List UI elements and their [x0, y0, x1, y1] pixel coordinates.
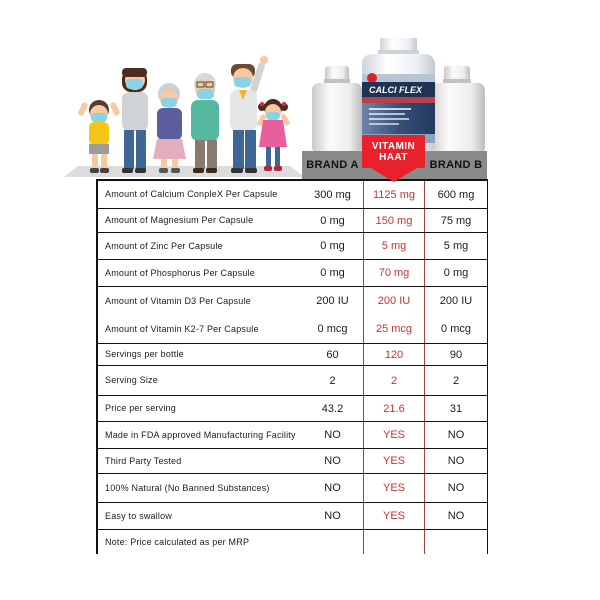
brand-a-value: 0 mg — [320, 267, 345, 279]
note-label: Note: Price calculated as per MRP — [105, 536, 250, 547]
table-row — [98, 233, 487, 260]
row-label: 100% Natural (No Banned Substances) — [105, 482, 270, 493]
vitamin-haat-value: YES — [363, 449, 425, 473]
brand-b-column-header: BRAND B — [429, 159, 483, 171]
brand-b-value: 90 — [449, 348, 463, 361]
vitamin-haat-value: 5 mg — [363, 233, 425, 259]
brand-b-value: 75 mg — [440, 214, 472, 227]
brand-a-value: 200 IU — [316, 295, 349, 307]
grandfather-figure — [191, 73, 219, 173]
brand-a-value: 60 — [326, 348, 339, 361]
brand-a-value: 43.2 — [321, 402, 344, 415]
brand-b-value: 5 mg — [443, 240, 469, 252]
ribbon-down-arrow — [371, 168, 417, 182]
table-row — [98, 449, 487, 474]
brand-b-value: 2 — [452, 374, 460, 387]
vitamin-haat-value: 21.6 — [363, 396, 425, 421]
brand-a-bottle — [312, 66, 362, 154]
brand-b-value: 600 mg — [437, 188, 475, 201]
brand-b-value: 0 mcg — [441, 323, 471, 335]
bottle-label-title: CALCI FLEX — [369, 85, 422, 95]
brand-b-value: NO — [447, 482, 465, 494]
grandmother-figure — [153, 83, 186, 173]
vitamin-haat-ribbon — [362, 135, 425, 182]
brand-b-value: 200 IU — [439, 295, 473, 307]
row-label: Amount of Phosphorus Per Capsule — [105, 267, 255, 278]
row-label: Third Party Tested — [105, 455, 182, 466]
table-note-row — [98, 530, 487, 554]
vitamin-haat-value: YES — [363, 422, 425, 448]
brand-a-value: 0 mg — [320, 240, 345, 252]
vitamin-haat-value: YES — [363, 503, 425, 529]
brand-a-value: 300 mg — [314, 188, 351, 201]
table-row — [98, 181, 487, 209]
father-figure — [230, 56, 268, 173]
table-row — [98, 474, 487, 503]
table-row — [98, 260, 487, 287]
brand-b-value: 31 — [449, 402, 463, 415]
table-row — [98, 396, 487, 422]
brand-a-value: 0 mcg — [317, 323, 348, 335]
table-row — [98, 209, 487, 233]
vitamin-haat-value: YES — [363, 474, 425, 502]
label-logo-dot — [367, 73, 377, 83]
brand-a-value: NO — [324, 482, 341, 494]
family-wearing-masks-illustration — [56, 18, 310, 180]
vitamin-haat-value: 70 mg — [363, 260, 425, 286]
row-label: Easy to swallow — [105, 510, 173, 521]
brand-a-value: NO — [324, 455, 341, 467]
row-label: Amount of Zinc Per Capsule — [105, 240, 223, 251]
table-row — [98, 503, 487, 530]
brand-b-value: NO — [447, 455, 465, 467]
brand-b-value: NO — [447, 429, 465, 441]
brand-a-value: 2 — [329, 374, 336, 387]
brand-b-value: NO — [447, 510, 465, 522]
table-row — [98, 344, 487, 366]
table-row — [98, 366, 487, 396]
vitamin-haat-value: 150 mg — [363, 209, 425, 232]
vitamin-haat-value: 2 — [363, 366, 425, 395]
row-label: Price per serving — [105, 403, 176, 413]
comparison-table — [96, 179, 488, 554]
vitamin-haat-value: 1125 mg — [363, 181, 425, 208]
vitamin-haat-header-line1: VITAMIN — [371, 141, 416, 152]
row-label: Amount of Magnesium Per Capsule — [105, 215, 254, 225]
row-label: Made in FDA approved Manufacturing Facility — [105, 429, 296, 440]
table-row — [98, 422, 487, 449]
brand-b-empty-cell — [425, 530, 487, 554]
vitamin-haat-value: 120 — [363, 344, 425, 365]
vitamin-haat-empty-cell — [363, 530, 425, 554]
brand-a-value: 0 mg — [320, 214, 345, 227]
row-label: Amount of Vitamin K2-7 Per Capsule — [105, 323, 259, 334]
brand-a-empty-cell — [302, 530, 363, 554]
vitamin-haat-value: 25 mcg — [363, 315, 425, 343]
boy-figure — [77, 100, 120, 173]
brand-b-value: 0 mg — [443, 267, 469, 279]
row-label: Serving Size — [105, 375, 158, 385]
row-label: Amount of Calcium ConpleX Per Capsule — [105, 189, 278, 199]
row-label: Amount of Vitamin D3 Per Capsule — [105, 295, 251, 306]
mother-figure — [122, 68, 148, 173]
vitamin-haat-header-line2: HAAT — [379, 152, 408, 163]
row-label: Servings per bottle — [105, 349, 184, 359]
brand-a-value: NO — [324, 510, 341, 522]
vitamin-haat-value: 200 IU — [363, 287, 425, 315]
table-row — [98, 287, 487, 315]
girl-figure — [256, 99, 290, 171]
brand-b-bottle — [429, 66, 485, 154]
brand-a-value: NO — [324, 429, 341, 441]
brand-a-column-header: BRAND A — [306, 159, 359, 171]
table-row — [98, 315, 487, 344]
